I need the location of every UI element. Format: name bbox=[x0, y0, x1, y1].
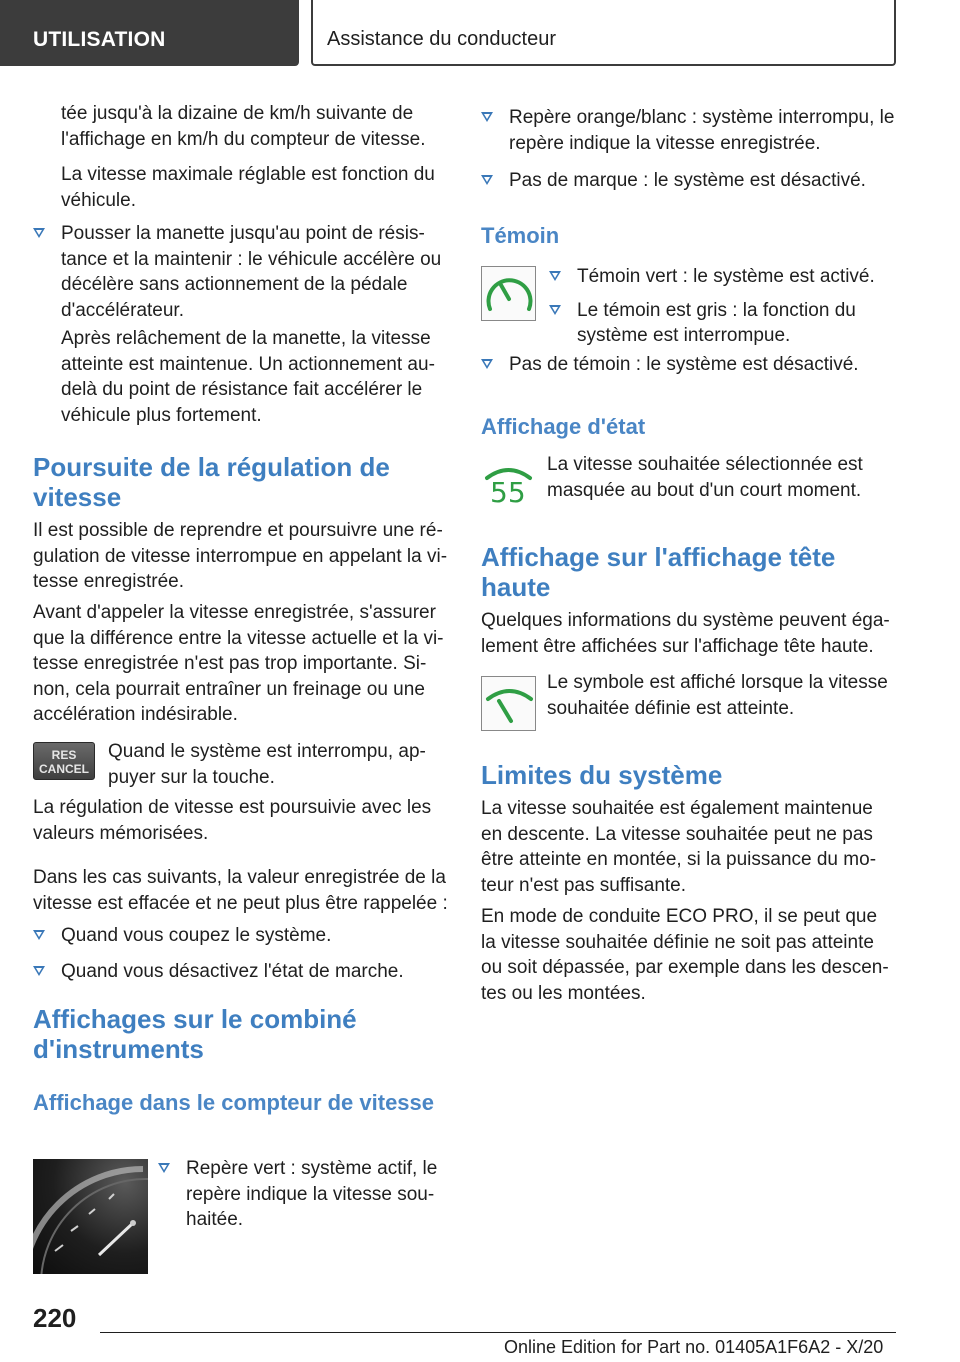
paragraph: Quand le système est interrompu, appuyer sur la touche. bbox=[108, 741, 426, 788]
hud-speed-reached-icon bbox=[482, 677, 537, 732]
triangle-bullet-icon bbox=[549, 271, 561, 281]
paragraph: Avant d'appeler la vitesse enregistrée, s'assurer que la différence entre la vitesse actuelle et la vitesse enregistrée n'est pas trop importante. Sinon, cela pourrait entraîner un freinage ou une accélération indésirable. bbox=[33, 602, 444, 725]
list-item: Pas de témoin : le système est désactivé. bbox=[481, 352, 896, 378]
paragraph: La régulation de vitesse est poursuivie avec les valeurs mémorisées. bbox=[33, 797, 432, 844]
list-item: Quand vous coupez le système. bbox=[33, 923, 448, 949]
triangle-bullet-icon bbox=[481, 112, 493, 122]
bullet-list bbox=[549, 264, 896, 355]
speedometer-image bbox=[33, 1159, 148, 1274]
bullet-list bbox=[158, 1156, 448, 1239]
page-number: 220 bbox=[33, 1303, 77, 1333]
list-item: Repère orange/blanc : système interrompu, le repère indique la vitesse enregistrée. bbox=[481, 105, 896, 156]
paragraph: En mode de conduite ECO PRO, il se peut que la vitesse souhaitée définie ne soit pas atteinte ou soit dépassée, par exemple dans les descentes ou les montées. bbox=[481, 906, 889, 1004]
section-tab bbox=[0, 0, 299, 66]
indicator-light-box bbox=[481, 266, 536, 321]
paragraph: tée jusqu'à la dizaine de km/h suivante de l'affichage en km/h du compteur de vitesse. bbox=[61, 103, 426, 150]
subsection-heading: Affichage dans le compteur de vitesse bbox=[33, 1090, 435, 1115]
list-item: Quand vous désactivez l'état de marche. bbox=[33, 959, 448, 985]
triangle-bullet-icon bbox=[33, 966, 45, 976]
section-title: UTILISATION bbox=[33, 28, 166, 51]
list-item: Pousser la manette jusqu'au point de résistance et la maintenir : le véhicule accélère ou décélère sans actionnement de la pédale d'accélérateur. bbox=[33, 221, 448, 323]
paragraph: La vitesse maximale réglable est fonction du véhicule. bbox=[61, 164, 435, 211]
subsection-heading: Affichage d'état bbox=[481, 414, 646, 439]
footer-edition: Online Edition for Part no. 01405A1F6A2 - X/20 bbox=[504, 1337, 884, 1357]
cruise-control-green-icon bbox=[482, 267, 537, 322]
subsection-heading: Témoin bbox=[481, 223, 560, 248]
footer-divider bbox=[100, 1332, 896, 1333]
paragraph: La vitesse souhaitée sélectionnée est masquée au bout d'un court moment. bbox=[547, 454, 863, 501]
bullet-list bbox=[481, 352, 896, 384]
list-item: Témoin vert : le système est activé. bbox=[549, 264, 896, 290]
section-heading: Affichage sur l'affichage tête haute bbox=[481, 542, 836, 602]
section-heading: Affichages sur le combiné d'instruments bbox=[33, 1004, 357, 1064]
bullet-list bbox=[33, 923, 448, 990]
section-heading: Poursuite de la régulation de vitesse bbox=[33, 452, 390, 512]
section-heading: Limites du système bbox=[481, 760, 723, 790]
paragraph: Le symbole est affiché lorsque la vitesse souhaitée définie est atteinte. bbox=[547, 672, 888, 719]
status-speed-value: 55 bbox=[490, 476, 526, 509]
bullet-list bbox=[481, 105, 896, 200]
list-item: Pas de marque : le système est désactivé. bbox=[481, 168, 896, 194]
res-cancel-button-icon: RES CANCEL bbox=[33, 742, 95, 780]
chapter-title: Assistance du conducteur bbox=[327, 28, 557, 50]
triangle-bullet-icon bbox=[549, 305, 561, 315]
paragraph: Il est possible de reprendre et poursuivre une régulation de vitesse interrompue en appelant la vitesse enregistrée. bbox=[33, 520, 448, 592]
chapter-tab bbox=[311, 0, 896, 66]
speedometer-dial-icon bbox=[33, 1159, 148, 1274]
status-display-icon bbox=[481, 460, 536, 512]
paragraph: Quelques informations du système peuvent également être affichées sur l'affichage tête haute. bbox=[481, 610, 890, 657]
list-item: Le témoin est gris : la fonction du système est interrompue. bbox=[549, 298, 896, 349]
paragraph: Après relâchement de la manette, la vitesse atteinte est maintenue. Un actionnement au-delà du point de résistance fait accélérer le véhicule plus fortement. bbox=[61, 328, 435, 426]
paragraph: La vitesse souhaitée est également maintenue en descente. La vitesse souhaitée peut ne pas être atteinte en montée, si la puissance du moteur n'est pas suffisante. bbox=[481, 798, 877, 896]
triangle-bullet-icon bbox=[33, 228, 45, 238]
triangle-bullet-icon bbox=[481, 175, 493, 185]
hud-symbol-box bbox=[481, 676, 536, 731]
triangle-bullet-icon bbox=[33, 930, 45, 940]
list-item: Repère vert : système actif, le repère indique la vitesse souhaitée. bbox=[158, 1156, 448, 1233]
triangle-bullet-icon bbox=[481, 359, 493, 369]
triangle-bullet-icon bbox=[158, 1163, 170, 1173]
paragraph: Dans les cas suivants, la valeur enregistrée de la vitesse est effacée et ne peut plus être rappelée : bbox=[33, 867, 448, 914]
bullet-list bbox=[33, 221, 448, 329]
